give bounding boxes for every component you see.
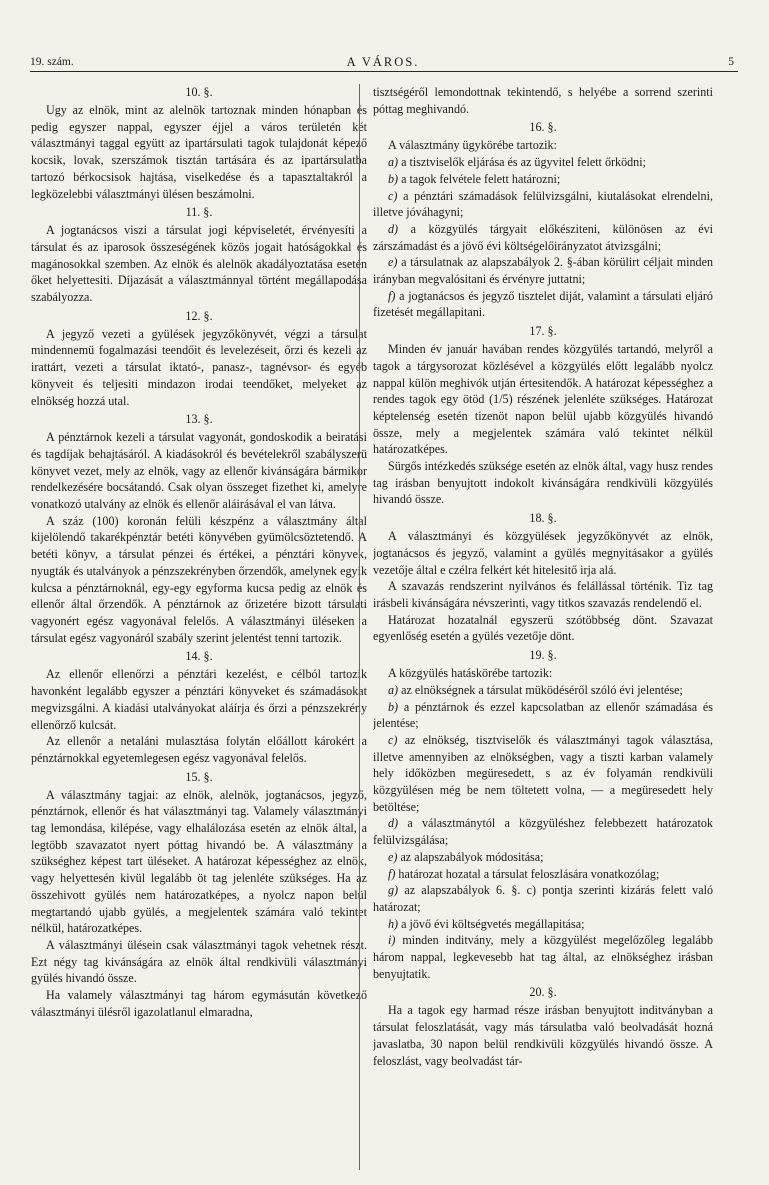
list-item-label: d) [388, 221, 399, 236]
list-item-label: a) [388, 682, 399, 697]
paragraph: Az ellenőr a netaláni mulasztása folytán előállott károkért a pénztárnokkal egyetemlegesen egész vagyonával felelős. [31, 734, 367, 765]
list-item-text: az elnökségnek a társulat müködéséről szóló évi jelentése; [401, 682, 683, 697]
right-column [373, 84, 713, 1174]
list-item [373, 154, 713, 171]
list-item-label: f) [388, 866, 396, 881]
paragraph: A jegyző vezeti a gyülések jegyzőkönyvét, végzi a társulat mindennemü fogalmazási teendőit és levelezéseit, őrzi és kezeli az irattárt, vezeti a társulat iktató-, panasz-, tagnévsor- és egyéb könyveit és teljesiti mindazon irodai teendőket, melyeket az elnökség hozzá utal. [31, 326, 367, 408]
section-heading: 12. §. [185, 308, 213, 323]
list-item [373, 932, 713, 982]
paragraph: Ugy az elnök, mint az alelnök tartoznak minden hónapban és pedig egyszer nappal, egyszer éjjel a város területén két választmányi taggal együtt az ipartársulati tagok tulajdonát képező kocsik, lovak, szerszámok tisztán tartására és az ipartársulatba tartozó bérkocsisok hajtása, viselkedése és a tapasztaltakról a legközelebbi választmányi ülésen beszámolni. [31, 103, 367, 201]
paragraph: A szavazás rendszerint nyilvános és felállással történik. Tiz tag irásbeli kivánságára névszerinti, vagy titkos szavazás rendelendő el. [373, 579, 713, 610]
list-item-text: az alapszabályok 6. §. c) pontja szerinti kizárás felett való határozat; [373, 883, 713, 914]
paragraph: Ha valamely választmányi tag három egymásután következő választmányi ülésről igazolatlanul elmaradna, [31, 988, 367, 1019]
list-item-label: d) [388, 816, 399, 831]
section-heading: 19. §. [529, 648, 557, 663]
column-divider [359, 84, 360, 1170]
section-heading: 13. §. [185, 412, 213, 427]
section-heading: 20. §. [529, 985, 557, 1000]
list-item-label: h) [388, 916, 399, 931]
list-item-text: a tagok felvétele felett határozni; [401, 171, 561, 186]
paragraph: A közgyülés hatáskörébe tartozik: [388, 666, 553, 681]
list-item-text: a pénztárnok és ezzel kapcsolatban az ellenőr számadása és jelentése; [373, 699, 713, 731]
list-item-text: a választmánytól a közgyüléshez felebbezett határozatok felülvizsgálása; [373, 816, 713, 848]
list-item-label: i) [388, 933, 396, 948]
list-item-text: a társulatnak az alapszabályok 2. §-ában körülirt céljait minden irányban megvalósitani és érvényre juttatni; [373, 255, 713, 287]
section-heading: 14. §. [185, 649, 213, 664]
section-heading: 10. §. [185, 85, 213, 99]
list-item [373, 254, 713, 287]
list-item-text: a tisztviselők eljárása és az ügyvitel felett őrködni; [401, 155, 646, 170]
paragraph: A választmány ügykörébe tartozik: [388, 138, 557, 153]
list-item-label: g) [388, 883, 399, 898]
paragraph: Az ellenőr ellenőrzi a pénztári kezelést, e célból tartozik havonként legalább egyszer a pénztári könyveket és számadásokat megvizsgálni. A kiadási utalványokat aláírja és őrzi a pénzszekrény ellenőrző kulcsát. [31, 667, 367, 732]
paragraph: A választmány tagjai: az elnök, alelnök, jogtanácsos, jegyző, pénztárnok, ellenőr és hat választmányi tag. Valamely választmányi tag lemondása, kilépése, vagy elhalálozása esetén az elnök által, a legtöbb szavazatot nyert póttag hivandó be. A választmány a szükséghez képest tart üléseket. A határozat képességhez az elnök, vagy helyettesén kivül legalább öt tag jelenléte szükséges. Ha az összehivott gyülés nem határozatképes, a nyolcz napon belül megtartandó ujabb gyülés, a megjelentek számára való tekintet nélkül, határozatképes. [31, 787, 367, 936]
list-item-label: c) [388, 188, 398, 203]
issue-number: 19. szám. [30, 56, 74, 68]
section-heading: 16. §. [529, 120, 557, 135]
list-item [373, 288, 713, 321]
list-item-text: határozat hozatal a társulat feloszlására vonatkozólag; [398, 866, 660, 881]
list-item-label: e) [388, 255, 398, 270]
publication-title: A VÁROS. [346, 55, 420, 69]
list-item [373, 866, 713, 883]
paragraph: Sürgős intézkedés szüksége esetén az elnök által, vagy husz rendes tag irásban benyujtott indokolt kivánságára rendkivüli közgyülés hivandó össze. [373, 459, 713, 507]
section-heading: 15. §. [185, 769, 213, 784]
paragraph-continued: tisztségéről lemondottnak tekintendő, s helyébe a sorrend szerinti póttag meghivandó. [373, 85, 713, 116]
paragraph: Ha a tagok egy harmad része irásban benyujtott inditványban a társulat feloszlatását, vagy más társulatba való beolvadását hozná javaslatba, 30 napon belül rendkivüli közgyülés hivandó össze. A feloszlást, vagy beolvadást tár- [373, 1003, 713, 1068]
list-item [373, 221, 713, 254]
header-rule [30, 71, 738, 72]
list-item-text: minden inditvány, mely a közgyülést megelőzőleg legalább három nappal, legkevesebb hat tag által, az elnökséghez irásban benyujtatik. [373, 933, 713, 981]
paragraph: Határozat hozatalnál egyszerü szótöbbség dönt. Szavazat egyenlőség esetén a gyülés vezetője dönt. [373, 612, 713, 644]
list-item-text: a közgyülés tárgyait előkésziteni, különösen az évi zárszámadást és a jövő évi költségelőirányzatot átvizsgálni; [373, 221, 713, 253]
paragraph: A választmányi és közgyülések jegyzőkönyvét az elnök, jogtanácsos és jegyző, valamint a gyülés megnyitásakor a gyülés vezetője által e czélra felkért két hitelesitő irja alá. [373, 529, 713, 577]
list-item-text: az alapszabályok módositása; [400, 849, 544, 864]
page-number: 5 [728, 56, 734, 68]
list-item-text: a jövő évi költségvetés megállapitása; [401, 916, 585, 931]
list-item [373, 188, 713, 221]
section-heading: 11. §. [185, 205, 213, 220]
list-item [373, 682, 713, 699]
list-item [373, 882, 713, 915]
left-column [31, 84, 367, 1174]
page-header [30, 55, 736, 69]
section-heading: 18. §. [529, 511, 557, 526]
list-item-label: c) [388, 732, 398, 747]
list-item-text: a jogtanácsos és jegyző tisztelet diját, valamint a társulati eljáró fizetését megállapitani. [373, 288, 713, 320]
list-item-label: b) [388, 699, 399, 714]
paragraph: A választmányi ülésein csak választmányi tagok vehetnek részt. Ezt négy tag kivánságára az elnök által rendkivüli választmányi gyülés hivandó össze. [31, 937, 367, 986]
list-item [373, 732, 713, 816]
section-heading: 17. §. [529, 324, 557, 339]
list-item-label: a) [388, 155, 399, 170]
list-item-label: b) [388, 171, 399, 186]
list-item [373, 699, 713, 732]
paragraph: A száz (100) koronán felüli készpénz a választmány által kijelölendő takarékpénztár betéti könyvében gyümölcsöztetendő. A betéti könyv, a társulat pénzei és értékei, a pénztári könyvek, nyugták és utalványok a pénzszekrényben őrzendők, amelynek egyik kulcsa a pénztárnoknál, egy-egy egyforma kucsa pedig az elnök és ellenőr által őrzendők. A pénztárnok az őrizetére bizott társulati vagyonért egész vagyonával felelős. A választmányi üléseken a társulat egész vagyonáról szabály szerint jelentést tenni tartozik. [31, 513, 367, 645]
list-item-text: a pénztári számadások felülvizsgálni, kiutalásokat elrendelni, illetve jóváhagyni; [373, 188, 713, 220]
list-item-label: e) [388, 849, 398, 864]
list-item [373, 171, 713, 188]
list-item-text: az elnökség, tisztviselők és választmányi tagok választása, illetve amennyiben az elnökségben, vagy a tiszti karban valamely hely időközben megüresedett, s az év folyamán rendkivüli közgyülésen még be nem töltetett volna, — a megüresedett hely betöltése; [373, 732, 713, 814]
paragraph: Minden év január havában rendes közgyülés tartandó, melyről a tagok a tárgysorozat közlésével a közgyülés előtt legalább nyolcz nappal külön meghivók utján értesitendők. A határozat képességhez a rendes tagok egy ötöd (1/5) részének jelenléte szükséges. Határozat képtelenség esetén tizenöt napon belül ujabb közgyülés hivandó össze, mely a megjelentek számára való tekintet nélkül határozatképes. [373, 342, 713, 457]
list-item [373, 815, 713, 848]
paragraph: A jogtanácsos viszi a társulat jogi képviseletét, érvényesíti a társulat és az iparosok összeségének közös jogait hatóságokkal és magánosokkal szemben. Az elnök és alelnök akadályoztatása esetén őket helyettesiti. Díjazását a választmánnyal történt megállapodása szabályozza. [31, 223, 367, 305]
list-item-label: f) [388, 288, 396, 303]
paragraph: A pénztárnok kezeli a társulat vagyonát, gondoskodik a beiratási és tagdíjak behajtásáról. A kiadásokról és bevételekről szabályszerü könyvet vezet, mely az elnök, vagy az ellenőr kivánságára bármikor rendelkezésére bocsátandó. Csak olyan összeget fizethet ki, amelyre vonatkozó utalvány az elnök és ellenőr aláirásával el van látva. [31, 430, 367, 512]
list-item [373, 916, 713, 933]
list-item [373, 849, 713, 866]
